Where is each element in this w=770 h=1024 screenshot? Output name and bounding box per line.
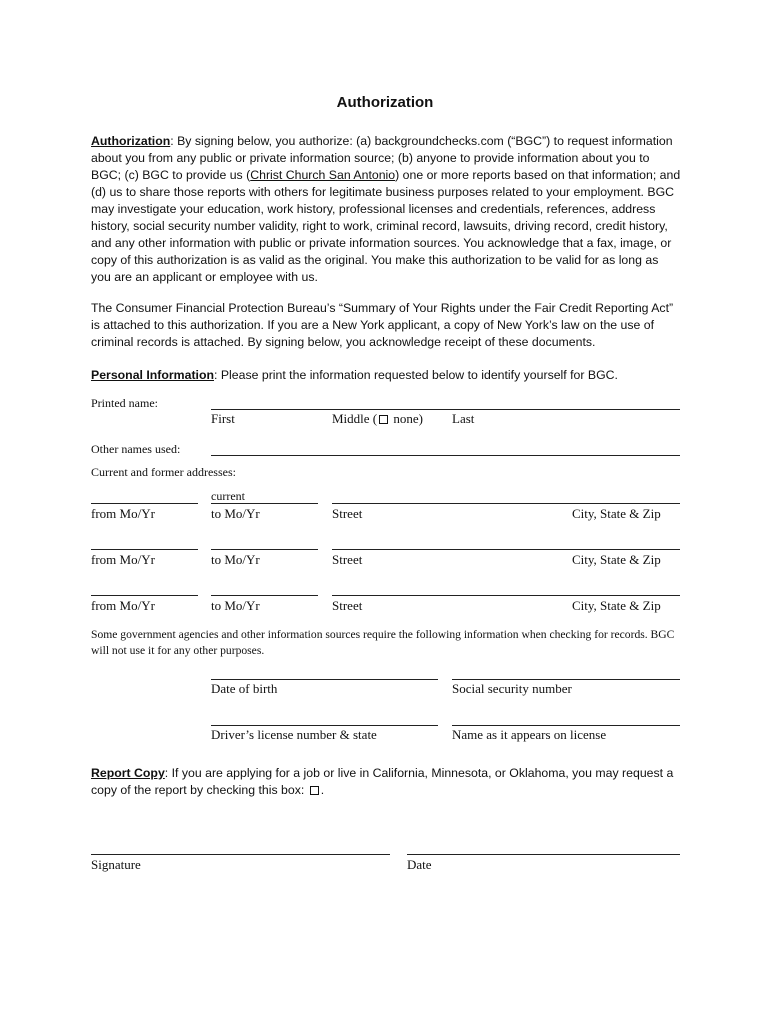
middle-label-text: Middle ( [332, 411, 378, 426]
address-to-field[interactable] [211, 549, 318, 550]
city-state-zip-label: City, State & Zip [572, 506, 661, 521]
first-name-label: First [211, 411, 235, 426]
city-state-zip-label: City, State & Zip [572, 598, 661, 613]
report-copy-end: . [320, 783, 325, 797]
signature-label: Signature [91, 857, 141, 872]
current-prefill: current [211, 489, 245, 503]
address-from-field[interactable] [91, 595, 198, 596]
address-street-field[interactable] [332, 549, 680, 550]
personal-info-heading: Personal Information [91, 368, 214, 382]
report-copy-heading: Report Copy [91, 766, 165, 780]
agency-note: Some government agencies and other information sources require the following information when checking for records. BGC will not use it for any other purposes. [91, 628, 675, 657]
address-from-field[interactable] [91, 549, 198, 550]
from-date-label: from Mo/Yr [91, 598, 155, 613]
from-date-label: from Mo/Yr [91, 552, 155, 567]
date-of-birth-field[interactable] [211, 679, 438, 680]
report-copy-paragraph [91, 765, 681, 799]
ssn-field[interactable] [452, 679, 680, 680]
address-to-field[interactable] [211, 503, 318, 504]
address-street-field[interactable] [332, 503, 680, 504]
to-date-label: to Mo/Yr [211, 598, 260, 613]
street-label: Street [332, 598, 363, 613]
street-label: Street [332, 506, 363, 521]
printed-name-field[interactable] [211, 409, 680, 410]
page-title: Authorization [336, 94, 434, 111]
city-state-zip-label: City, State & Zip [572, 552, 661, 567]
ssn-label: Social security number [452, 681, 572, 696]
cfpb-paragraph: The Consumer Financial Protection Bureau’s “Summary of Your Rights under the Fair Credit Reporting Act” is attached to this authorization. If you are a New York applicant, a copy of New York’s law on the use of criminal records is attached. By signing below, you acknowledge receipt of these documents. [91, 301, 674, 349]
report-copy-text: : If you are applying for a job or live in California, Minnesota, or Oklahoma, you may request a copy of the report by checking this box: [91, 766, 674, 797]
addresses-label: Current and former addresses: [91, 465, 236, 479]
drivers-license-label: Driver’s license number & state [211, 727, 377, 742]
date-of-birth-label: Date of birth [211, 681, 278, 696]
license-name-field[interactable] [452, 725, 680, 726]
last-name-label: Last [452, 411, 475, 426]
personal-info-text: : Please print the information requested below to identify yourself for BGC. [214, 368, 618, 382]
printed-name-label: Printed name: [91, 396, 158, 410]
middle-none-checkbox[interactable] [379, 415, 388, 424]
authorization-heading: Authorization [91, 134, 171, 148]
other-names-label: Other names used: [91, 442, 181, 456]
drivers-license-field[interactable] [211, 725, 438, 726]
date-label: Date [407, 857, 432, 872]
to-date-label: to Mo/Yr [211, 552, 260, 567]
personal-info-paragraph [91, 367, 681, 384]
authorization-text-2: ) one or more reports based on that information; and (d) us to share those reports with others for legitimate business purposes related to your employment. BGC may investigate your education, work history, professional licenses and credentials, references, address history, social security number validity, right to work, criminal record, lawsuits, driving record, credit history, and any other information with public or private information sources. You acknowledge that a fax, image, or copy of this authorization is as valid as the original. You make this authorization to be valid for as long as you are an applicant or employee with us. [91, 168, 681, 284]
signature-field[interactable] [91, 854, 390, 855]
street-label: Street [332, 552, 363, 567]
address-street-field[interactable] [332, 595, 680, 596]
authorization-text-1: : By signing below, you authorize: (a) backgroundchecks.com (“BGC”) to request information about you from any public or private information source; (b) anyone to provide information about you to BGC; (c) BGC to provide us ( [91, 134, 673, 182]
address-from-field[interactable] [91, 503, 198, 504]
from-date-label: from Mo/Yr [91, 506, 155, 521]
address-to-field[interactable] [211, 595, 318, 596]
authorization-paragraph [91, 133, 681, 286]
to-date-label: to Mo/Yr [211, 506, 260, 521]
company-name-link: Christ Church San Antonio [250, 168, 396, 182]
license-name-label: Name as it appears on license [452, 727, 607, 742]
report-copy-checkbox[interactable] [310, 786, 319, 795]
middle-none-text: none) [390, 411, 423, 426]
middle-name-label [332, 411, 423, 426]
date-field[interactable] [407, 854, 680, 855]
other-names-field[interactable] [211, 455, 680, 456]
